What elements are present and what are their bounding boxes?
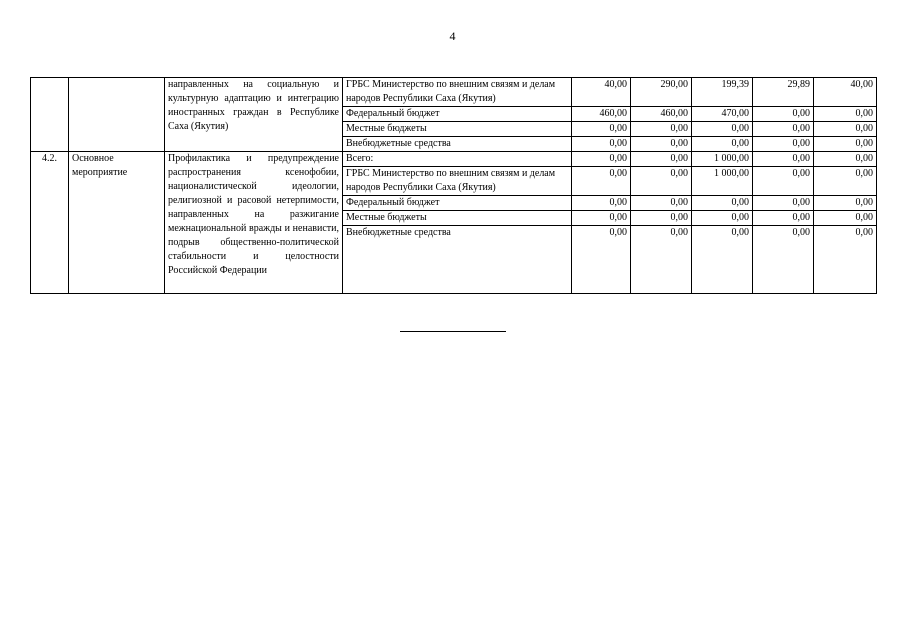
value-cell: 0,00 — [631, 152, 692, 167]
value-cell: 0,00 — [572, 167, 631, 196]
value-cell: 0,00 — [753, 107, 814, 122]
value-cell: 0,00 — [692, 196, 753, 211]
value-cell: 0,00 — [814, 211, 877, 226]
row-number-cell — [31, 78, 69, 152]
value-cell: 0,00 — [692, 211, 753, 226]
value-cell: 0,00 — [631, 196, 692, 211]
value-cell: 0,00 — [572, 122, 631, 137]
value-cell: 0,00 — [572, 226, 631, 294]
value-cell: 0,00 — [814, 152, 877, 167]
value-cell: 0,00 — [814, 107, 877, 122]
value-cell: 0,00 — [692, 122, 753, 137]
value-cell: 0,00 — [572, 196, 631, 211]
value-cell: 0,00 — [753, 137, 814, 152]
value-cell: 290,00 — [631, 78, 692, 107]
value-cell: 0,00 — [572, 137, 631, 152]
funding-source-cell: Федеральный бюджет — [343, 107, 572, 122]
value-cell: 1 000,00 — [692, 152, 753, 167]
row-description-cell: Профилактика и предупреждение распространения ксенофобии, националистической идеологии, религиозной и расовой нетерпимости, направленных на разжигание межнациональной вражды и ненависти, подрыв общественно-политической стабильности и целостности Российской Федерации — [165, 152, 343, 294]
funding-source-cell: Местные бюджеты — [343, 122, 572, 137]
value-cell: 0,00 — [814, 137, 877, 152]
row-type-cell: Основное мероприятие — [69, 152, 165, 294]
funding-source-cell: Федеральный бюджет — [343, 196, 572, 211]
value-cell: 1 000,00 — [692, 167, 753, 196]
value-cell: 0,00 — [631, 167, 692, 196]
value-cell: 40,00 — [572, 78, 631, 107]
value-cell: 0,00 — [631, 226, 692, 294]
budget-table — [30, 77, 877, 294]
table-row — [31, 152, 877, 167]
value-cell: 0,00 — [631, 137, 692, 152]
value-cell: 0,00 — [814, 122, 877, 137]
value-cell: 470,00 — [692, 107, 753, 122]
table-row — [31, 78, 877, 107]
funding-source-cell: Всего: — [343, 152, 572, 167]
value-cell: 0,00 — [753, 196, 814, 211]
funding-source-cell: ГРБС Министерство по внешним связям и делам народов Республики Саха (Якутия) — [343, 78, 572, 107]
value-cell: 0,00 — [692, 226, 753, 294]
row-number-cell: 4.2. — [31, 152, 69, 294]
value-cell: 0,00 — [572, 211, 631, 226]
value-cell: 0,00 — [753, 167, 814, 196]
value-cell: 460,00 — [572, 107, 631, 122]
value-cell: 0,00 — [572, 152, 631, 167]
value-cell: 460,00 — [631, 107, 692, 122]
value-cell: 0,00 — [692, 137, 753, 152]
value-cell: 40,00 — [814, 78, 877, 107]
value-cell: 0,00 — [753, 122, 814, 137]
row-description-cell: направленных на социальную и культурную адаптацию и интеграцию иностранных граждан в Республике Саха (Якутия) — [165, 78, 343, 152]
value-cell: 0,00 — [814, 167, 877, 196]
row-type-cell — [69, 78, 165, 152]
value-cell: 0,00 — [753, 211, 814, 226]
value-cell: 199,39 — [692, 78, 753, 107]
end-separator-line — [400, 331, 506, 332]
value-cell: 0,00 — [753, 226, 814, 294]
page-number: 4 — [449, 29, 456, 43]
funding-source-cell: Внебюджетные средства — [343, 226, 572, 294]
value-cell: 29,89 — [753, 78, 814, 107]
value-cell: 0,00 — [753, 152, 814, 167]
value-cell: 0,00 — [814, 196, 877, 211]
value-cell: 0,00 — [631, 211, 692, 226]
value-cell: 0,00 — [631, 122, 692, 137]
funding-source-cell: Внебюджетные средства — [343, 137, 572, 152]
value-cell: 0,00 — [814, 226, 877, 294]
funding-source-cell: Местные бюджеты — [343, 211, 572, 226]
funding-source-cell: ГРБС Министерство по внешним связям и делам народов Республики Саха (Якутия) — [343, 167, 572, 196]
